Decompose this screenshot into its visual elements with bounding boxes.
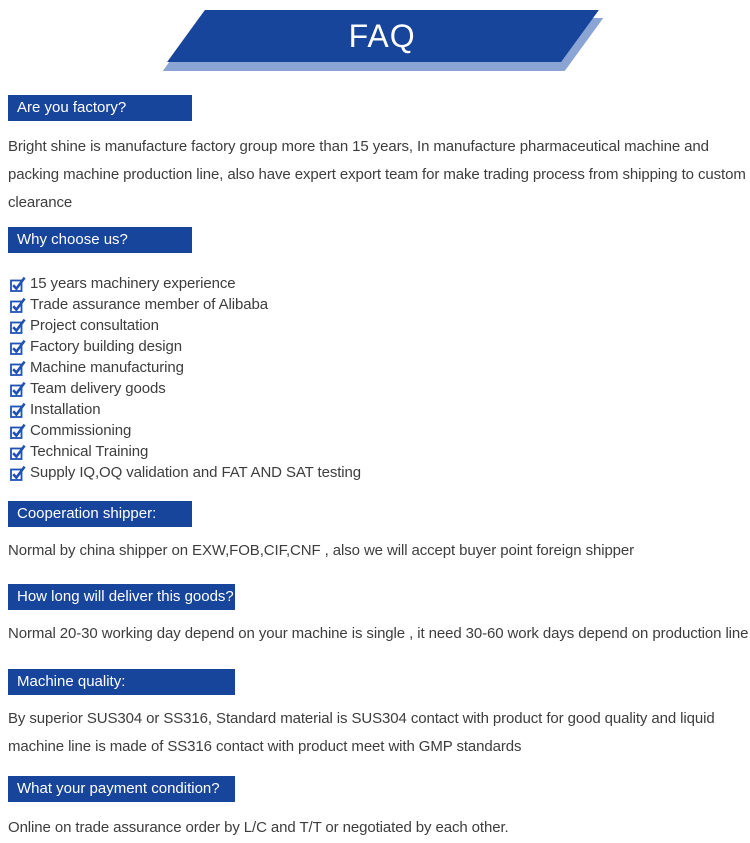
checklist-item-label: Trade assurance member of Alibaba [30,296,268,313]
checklist-item-label: Commissioning [30,422,132,439]
checkbox-checked-icon [10,318,26,334]
checklist-item [10,273,750,294]
page-title: FAQ [349,17,417,54]
checkbox-checked-icon [10,402,26,418]
checklist-item-label: Machine manufacturing [30,359,184,376]
section-heading-why-choose-us: Why choose us? [8,227,192,253]
checklist-item-label: Factory building design [30,338,182,355]
checklist-item-label: Team delivery goods [30,380,166,397]
checklist-item-label: Project consultation [30,317,159,334]
checklist-item-label: Technical Training [30,443,149,460]
checklist-item [10,399,750,420]
checklist-item [10,336,750,357]
checklist-item [10,294,750,315]
checkbox-checked-icon [10,297,26,313]
section-heading-delivery-time: How long will deliver this goods? [8,584,235,610]
section-heading-are-you-factory: Are you factory? [8,95,192,121]
checklist-item [10,462,750,483]
checklist-item-label: 15 years machinery experience [30,275,236,292]
section-heading-cooperation-shipper: Cooperation shipper: [8,501,192,527]
banner-plate [167,10,599,62]
faq-banner [0,0,750,80]
section-heading-machine-quality: Machine quality: [8,669,235,695]
checklist-item [10,420,750,441]
checkbox-checked-icon [10,465,26,481]
checkbox-checked-icon [10,423,26,439]
section-body-cooperation-shipper: Normal by china shipper on EXW,FOB,CIF,CNF , also we will accept buyer point foreign shipper [8,542,635,559]
checkbox-checked-icon [10,276,26,292]
checklist-item [10,378,750,399]
checkbox-checked-icon [10,339,26,355]
section-heading-payment-condition: What your payment condition? [8,776,235,802]
checklist-item-label: Supply IQ,OQ validation and FAT AND SAT testing [30,464,362,481]
section-body-payment-condition: Online on trade assurance order by L/C and T/T or negotiated by each other. [8,819,509,836]
checklist-item-label: Installation [30,401,101,418]
section-body-delivery-time: Normal 20-30 working day depend on your machine is single , it need 30-60 work days depend on production line [8,625,749,642]
checkbox-checked-icon [10,381,26,397]
checklist-item [10,441,750,462]
why-choose-us-checklist [10,273,750,483]
checkbox-checked-icon [10,444,26,460]
section-body-are-you-factory: Bright shine is manufacture factory group more than 15 years, In manufacture pharmaceutical machine and packing machine production line, also have expert export team for make trading process from shipping to custom clearance [8,138,746,211]
checkbox-checked-icon [10,360,26,376]
checklist-item [10,315,750,336]
section-body-machine-quality: By superior SUS304 or SS316, Standard material is SUS304 contact with product for good quality and liquid machine line is made of SS316 contact with product meet with GMP standards [8,710,715,755]
checklist-item [10,357,750,378]
